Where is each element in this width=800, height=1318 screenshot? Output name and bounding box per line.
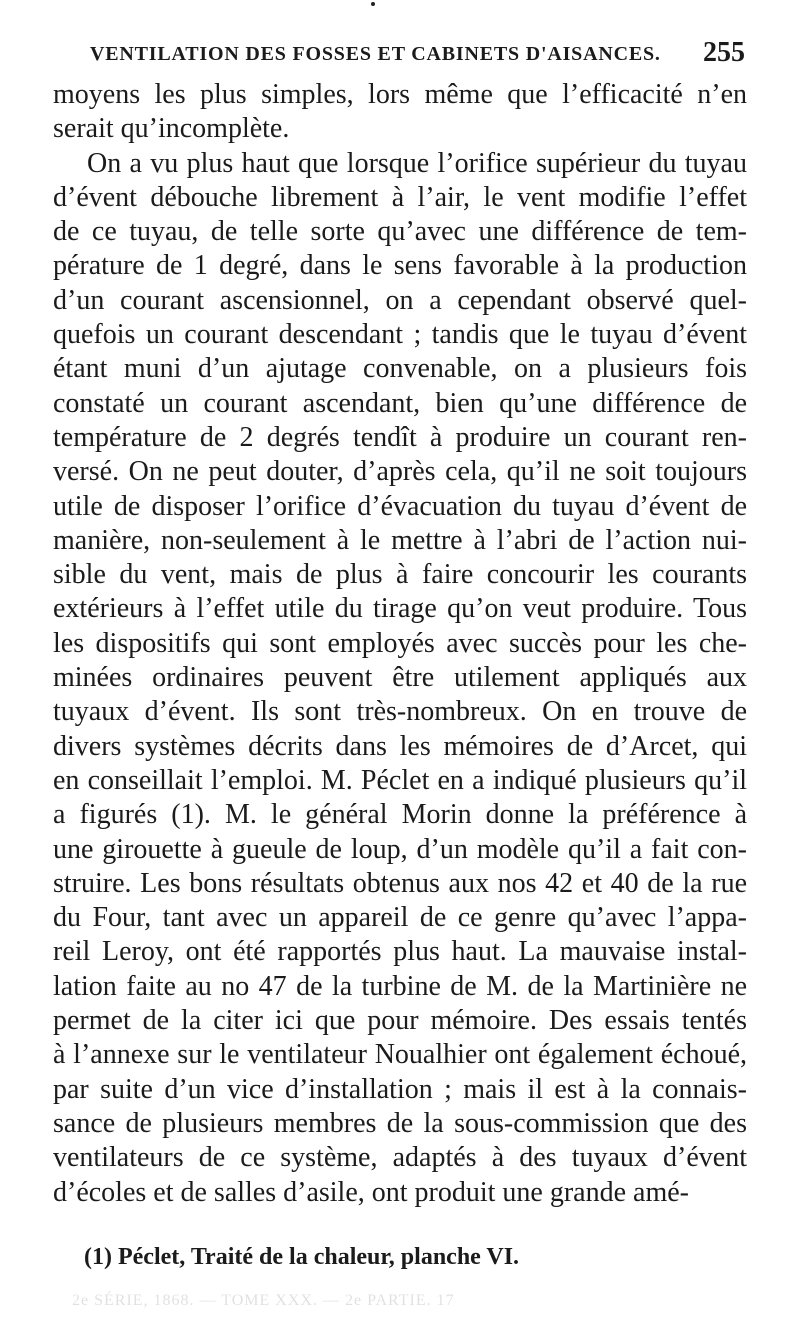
running-title: VENTILATION DES FOSSES ET CABINETS D'AISANCES. (90, 43, 661, 65)
body-line-27: lation faite au no 47 de la turbine de M. de la Martinière ne (53, 970, 747, 1002)
show-through-signature: 2e SÉRIE, 1868. — TOME XXX. — 2e PARTIE. 17 (72, 1292, 455, 1309)
body-line-24: struire. Les bons résultats obtenus aux nos 42 et 40 de la rue (53, 867, 747, 899)
body-line-29: à l’annexe sur le ventilateur Noualhier ont également échoué, (53, 1039, 747, 1071)
body-line-11: température de 2 degrés tendît à produire un courant ren- (53, 421, 747, 453)
body-line-4: d’évent débouche librement à l’air, le vent modifie l’effet (53, 181, 747, 213)
body-line-12: versé. On ne peut douter, d’après cela, qu’il ne soit toujours (53, 456, 747, 488)
body-line-2: serait qu’incomplète. (53, 113, 290, 145)
body-line-30: par suite d’un vice d’installation ; mais il est à la connais- (53, 1073, 747, 1105)
body-line-31: sance de plusieurs membres de la sous-commission que des (53, 1107, 747, 1139)
body-line-8: quefois un courant descendant ; tandis que le tuyau d’évent (53, 319, 747, 351)
body-line-28: permet de la citer ici que pour mémoire. Des essais tentés (53, 1005, 747, 1037)
body-line-20: divers systèmes décrits dans les mémoires de d’Arcet, qui (53, 730, 747, 762)
body-text (53, 78, 747, 1210)
body-line-17: les dispositifs qui sont employés avec succès pour les che- (53, 627, 747, 659)
page-header (90, 34, 745, 74)
body-line-18: minées ordinaires peuvent être utilement appliqués aux (53, 662, 747, 694)
body-line-14: manière, non-seulement à le mettre à l’abri de l’action nui- (53, 524, 747, 556)
body-line-23: une girouette à gueule de loup, d’un modèle qu’il a fait con- (53, 833, 747, 865)
body-line-9: étant muni d’un ajutage convenable, on a plusieurs fois (53, 353, 747, 385)
body-line-26: reil Leroy, ont été rapportés plus haut. La mauvaise instal- (53, 936, 747, 968)
body-line-33: d’écoles et de salles d’asile, ont produit une grande amé- (53, 1176, 689, 1208)
body-line-16: extérieurs à l’effet utile du tirage qu’on veut produire. Tous (53, 593, 747, 625)
page-number: 255 (703, 37, 745, 68)
footnote: (1) Péclet, Traité de la chaleur, planche VI. (84, 1244, 520, 1270)
body-line-7: d’un courant ascensionnel, on a cependant observé quel- (53, 284, 747, 316)
body-line-13: utile de disposer l’orifice d’évacuation du tuyau d’évent de (53, 490, 747, 522)
body-line-5: de ce tuyau, de telle sorte qu’avec une différence de tem- (53, 216, 747, 248)
body-line-6: pérature de 1 degré, dans le sens favorable à la production (53, 250, 747, 282)
body-line-32: ventilateurs de ce système, adaptés à des tuyaux d’évent (53, 1142, 747, 1174)
print-speck (371, 2, 375, 6)
body-line-21: en conseillait l’emploi. M. Péclet en a indiqué plusieurs qu’il (53, 764, 747, 796)
body-line-10: constaté un courant ascendant, bien qu’une différence de (53, 387, 747, 419)
body-line-1: moyens les plus simples, lors même que l’efficacité n’en (53, 79, 747, 110)
body-line-19: tuyaux d’évent. Ils sont très-nombreux. On en trouve de (53, 696, 747, 728)
body-line-3: On a vu plus haut que lorsque l’orifice supérieur du tuyau (87, 147, 747, 179)
body-line-15: sible du vent, mais de plus à faire concourir les courants (53, 559, 747, 591)
body-line-25: du Four, tant avec un appareil de ce genre qu’avec l’appa- (53, 902, 747, 934)
body-line-22: a figurés (1). M. le général Morin donne la préférence à (53, 799, 747, 831)
